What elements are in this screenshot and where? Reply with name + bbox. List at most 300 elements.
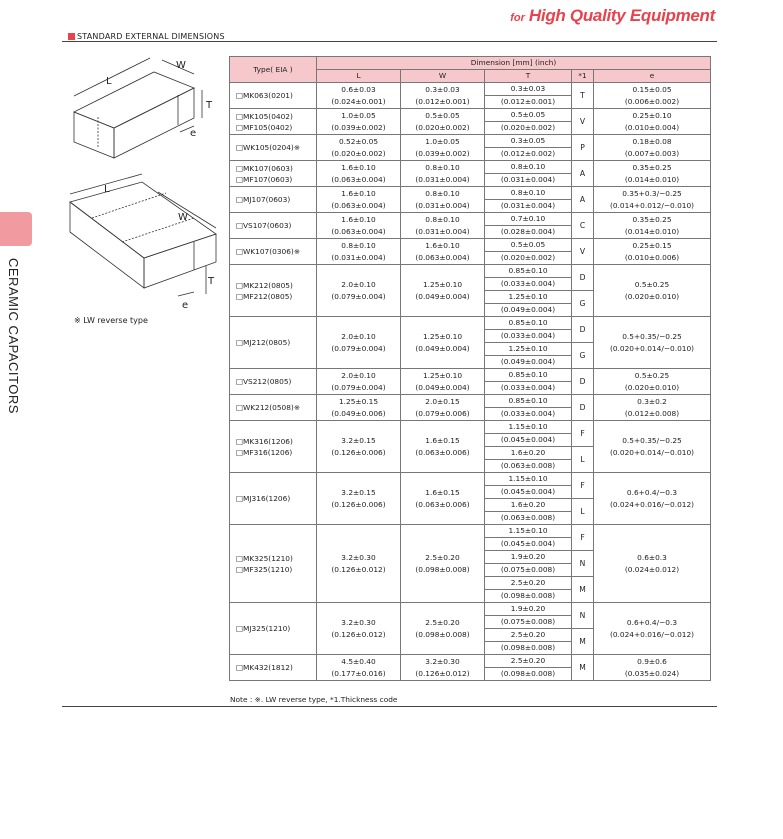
- e-cell-line: (0.006±0.002): [624, 96, 680, 106]
- thickness-code-cell-line: F: [580, 480, 585, 490]
- thickness-code-cell: [572, 551, 594, 577]
- w-cell-line: 0.5±0.05: [425, 110, 460, 120]
- type-cell: [230, 213, 317, 239]
- thickness-code-cell-line: V: [579, 246, 586, 256]
- l-cell-line: (0.024±0.001): [331, 96, 386, 106]
- thickness-code-cell-line: N: [579, 558, 586, 568]
- top-rule: [62, 41, 717, 42]
- e-cell-line: (0.020±0.010): [624, 291, 680, 301]
- l-cell-line: (0.079±0.004): [331, 343, 386, 353]
- l-cell: [317, 525, 401, 603]
- t-cell-line: 0.85±0.10: [508, 396, 548, 405]
- t-cell-line: 0.85±0.10: [508, 266, 548, 275]
- t-cell-line: (0.020±0.002): [500, 253, 556, 262]
- t-cell: [485, 135, 572, 148]
- thickness-code-cell-line: T: [580, 90, 585, 100]
- e-cell-line: 0.5+0.35/−0.25: [622, 435, 682, 445]
- e-cell-line: 0.6+0.4/−0.3: [626, 487, 678, 497]
- type-cell: [230, 473, 317, 525]
- thickness-code-cell: [572, 577, 594, 603]
- table-row: [230, 317, 711, 330]
- w-cell: [401, 655, 485, 681]
- type-cell: [230, 187, 317, 213]
- t-cell-line: 2.5±0.20: [510, 578, 546, 587]
- t-cell: [485, 226, 572, 239]
- type-cell-line: □MK212(0805): [236, 280, 293, 290]
- e-cell-line: (0.020+0.014/−0.010): [609, 447, 695, 457]
- t-cell-line: (0.031±0.004): [500, 201, 556, 210]
- t-cell: [485, 499, 572, 512]
- thickness-code-cell-line: G: [579, 350, 586, 360]
- l-cell-line: (0.126±0.006): [331, 447, 386, 457]
- e-cell-line: (0.014±0.010): [624, 174, 680, 184]
- l-cell-line: (0.063±0.004): [331, 174, 386, 184]
- thickness-code-cell: [572, 603, 594, 629]
- e-cell-line: (0.024+0.016/−0.012): [609, 629, 695, 639]
- thickness-code-cell: [572, 265, 594, 291]
- l-cell: [317, 473, 401, 525]
- l-cell-line: 3.2±0.30: [341, 552, 376, 562]
- t-cell-line: 0.3±0.03: [510, 84, 546, 93]
- e-cell: [594, 135, 711, 161]
- table-row: [230, 213, 711, 226]
- t-cell-line: (0.049±0.004): [500, 305, 556, 314]
- t-cell: [485, 213, 572, 226]
- t-cell-line: 0.8±0.10: [510, 162, 546, 171]
- e-cell-line: (0.010±0.006): [624, 252, 680, 262]
- t-cell: [485, 447, 572, 460]
- thickness-code-cell-line: P: [580, 142, 585, 152]
- t-cell: [485, 369, 572, 382]
- t-cell-line: (0.012±0.002): [500, 149, 556, 158]
- l-cell: [317, 317, 401, 369]
- l-cell: [317, 265, 401, 317]
- e-cell-line: 0.5±0.25: [634, 370, 670, 380]
- w-cell-line: 3.2±0.30: [425, 656, 460, 666]
- t-cell-line: (0.098±0.008): [500, 643, 556, 652]
- w-cell-line: (0.039±0.002): [415, 148, 470, 158]
- w-cell: [401, 239, 485, 265]
- l-cell-line: (0.063±0.004): [331, 226, 386, 236]
- e-cell: [594, 473, 711, 525]
- t-cell: [485, 304, 572, 317]
- t-cell: [485, 642, 572, 655]
- t-cell: [485, 382, 572, 395]
- thickness-code-cell-line: M: [579, 636, 586, 646]
- thickness-code-cell: [572, 291, 594, 317]
- e-cell-line: (0.014+0.012/−0.010): [609, 200, 695, 210]
- table-row: [230, 239, 711, 252]
- table-row: [230, 369, 711, 382]
- type-cell-line: □MK325(1210): [236, 553, 293, 563]
- col-header-code: *1: [572, 70, 594, 83]
- t-cell: [485, 421, 572, 434]
- t-cell-line: (0.098±0.008): [500, 591, 556, 600]
- thickness-code-cell: [572, 473, 594, 499]
- thickness-code-cell-line: D: [579, 376, 586, 386]
- t-cell-line: (0.045±0.004): [500, 487, 556, 496]
- w-cell: [401, 369, 485, 395]
- thickness-code-cell: [572, 421, 594, 447]
- table-row: [230, 525, 711, 538]
- t-cell-line: (0.033±0.004): [500, 383, 556, 392]
- type-cell-line: □WK107(0306)※: [236, 247, 301, 256]
- w-cell: [401, 109, 485, 135]
- l-cell-line: (0.126±0.012): [331, 629, 386, 639]
- t-cell: [485, 655, 572, 668]
- e-cell-line: 0.18±0.08: [632, 136, 672, 146]
- thickness-code-cell: [572, 655, 594, 681]
- w-cell-line: 1.0±0.05: [425, 136, 460, 146]
- type-cell: [230, 161, 317, 187]
- e-cell: [594, 265, 711, 317]
- thickness-code-cell: [572, 83, 594, 109]
- w-cell-line: (0.063±0.006): [415, 499, 470, 509]
- t-cell-line: 0.5±0.05: [510, 110, 546, 119]
- t-cell: [485, 148, 572, 161]
- t-cell-line: (0.012±0.001): [500, 97, 556, 106]
- e-cell: [594, 187, 711, 213]
- thickness-code-cell-line: M: [579, 584, 586, 594]
- type-cell-line: □MJ316(1206): [236, 494, 291, 503]
- w-cell-line: (0.098±0.008): [415, 629, 470, 639]
- t-cell: [485, 538, 572, 551]
- e-cell: [594, 213, 711, 239]
- e-cell: [594, 603, 711, 655]
- t-cell: [485, 460, 572, 473]
- type-cell-line: □MK107(0603): [236, 163, 293, 173]
- w-cell-line: (0.031±0.004): [415, 174, 470, 184]
- t-cell-line: (0.031±0.004): [500, 175, 556, 184]
- dimension-diagram: [62, 52, 222, 314]
- thickness-code-cell: [572, 525, 594, 551]
- w-cell: [401, 135, 485, 161]
- e-cell-line: (0.014±0.010): [624, 226, 680, 236]
- thickness-code-cell: [572, 447, 594, 473]
- dimension-header: Dimension [mm] (inch): [317, 57, 711, 70]
- w-cell-line: 1.6±0.15: [425, 487, 460, 497]
- t-cell: [485, 356, 572, 369]
- w-cell-line: (0.049±0.004): [415, 382, 470, 392]
- thickness-code-cell: [572, 629, 594, 655]
- w-cell-line: 1.6±0.15: [425, 435, 460, 445]
- t-cell-line: 1.6±0.20: [510, 448, 546, 457]
- t-cell: [485, 317, 572, 330]
- table-row: [230, 655, 711, 668]
- t-cell-line: 0.85±0.10: [508, 370, 548, 379]
- w-cell: [401, 421, 485, 473]
- t-cell: [485, 603, 572, 616]
- type-cell: [230, 525, 317, 603]
- bottom-rule: [62, 706, 717, 707]
- t-cell-line: (0.033±0.004): [500, 279, 556, 288]
- t-cell: [485, 616, 572, 629]
- col-header-e: e: [594, 70, 711, 83]
- t-cell-line: (0.033±0.004): [500, 331, 556, 340]
- w-cell-line: 0.8±0.10: [425, 214, 460, 224]
- t-cell-line: 0.85±0.10: [508, 318, 548, 327]
- l-cell-line: 0.8±0.10: [341, 240, 376, 250]
- thickness-code-cell-line: D: [579, 324, 586, 334]
- t-cell-line: (0.045±0.004): [500, 435, 556, 444]
- diagram-label-l2: L: [104, 184, 110, 195]
- thickness-code-cell-line: L: [580, 454, 585, 464]
- type-cell: [230, 109, 317, 135]
- t-cell: [485, 473, 572, 486]
- e-cell-line: 0.5+0.35/−0.25: [622, 331, 682, 341]
- w-cell-line: 1.25±0.10: [422, 370, 463, 380]
- l-cell-line: (0.020±0.002): [331, 148, 386, 158]
- l-cell-line: 3.2±0.30: [341, 617, 376, 627]
- e-cell-line: 0.35±0.25: [632, 162, 672, 172]
- thickness-code-cell-line: F: [580, 532, 585, 542]
- l-cell-line: 4.5±0.40: [341, 656, 376, 666]
- w-cell-line: 2.5±0.20: [425, 617, 460, 627]
- thickness-code-cell-line: F: [580, 428, 585, 438]
- side-tab: [0, 212, 32, 246]
- type-cell-line: □MJ212(0805): [236, 338, 291, 347]
- t-cell: [485, 200, 572, 213]
- t-cell: [485, 343, 572, 356]
- type-header: Type( EIA ): [230, 57, 317, 83]
- type-cell: [230, 135, 317, 161]
- thickness-code-cell-line: L: [580, 506, 585, 516]
- side-label: CERAMIC CAPACITORS: [6, 258, 21, 414]
- e-cell: [594, 525, 711, 603]
- thickness-code-cell-line: C: [579, 220, 586, 230]
- w-cell: [401, 525, 485, 603]
- t-cell-line: (0.063±0.008): [500, 513, 556, 522]
- t-cell-line: 1.6±0.20: [510, 500, 546, 509]
- l-cell: [317, 213, 401, 239]
- type-cell: [230, 265, 317, 317]
- type-cell-line: □MK105(0402): [236, 111, 293, 121]
- w-cell-line: (0.063±0.004): [415, 252, 470, 262]
- e-cell: [594, 109, 711, 135]
- w-cell-line: 0.3±0.03: [425, 84, 460, 94]
- w-cell-line: 0.8±0.10: [425, 188, 460, 198]
- t-cell-line: (0.045±0.004): [500, 539, 556, 548]
- footnote: Note : ※. LW reverse type, *1.Thickness code: [230, 695, 398, 704]
- e-cell-line: 0.5±0.25: [634, 279, 670, 289]
- table-row: [230, 395, 711, 408]
- type-cell-line: □MF325(1210): [236, 564, 293, 574]
- type-cell: [230, 83, 317, 109]
- table-body: [230, 83, 711, 681]
- type-cell: [230, 395, 317, 421]
- w-cell-line: (0.079±0.006): [415, 408, 470, 418]
- table-row: [230, 603, 711, 616]
- thickness-code-cell: [572, 395, 594, 421]
- l-cell-line: (0.126±0.006): [331, 499, 386, 509]
- type-cell: [230, 421, 317, 473]
- t-cell-line: (0.020±0.002): [500, 123, 556, 132]
- table-row: [230, 109, 711, 122]
- type-cell-line: □VS212(0805): [236, 377, 292, 386]
- thickness-code-cell-line: A: [579, 194, 586, 204]
- w-cell: [401, 473, 485, 525]
- t-cell: [485, 291, 572, 304]
- thickness-code-cell: [572, 135, 594, 161]
- brand-title: High Quality Equipment: [528, 6, 715, 25]
- t-cell: [485, 330, 572, 343]
- e-cell-line: (0.010±0.004): [624, 122, 680, 132]
- e-cell: [594, 83, 711, 109]
- w-cell-line: 1.6±0.10: [425, 240, 460, 250]
- l-cell-line: 1.0±0.05: [341, 110, 376, 120]
- t-cell: [485, 83, 572, 96]
- e-cell: [594, 239, 711, 265]
- w-cell-line: (0.031±0.004): [415, 226, 470, 236]
- thickness-code-cell: [572, 213, 594, 239]
- w-cell: [401, 395, 485, 421]
- l-cell-line: 3.2±0.15: [341, 487, 376, 497]
- diagram-label-t2: T: [208, 276, 215, 287]
- e-cell-line: (0.020+0.014/−0.010): [609, 343, 695, 353]
- t-cell: [485, 512, 572, 525]
- section-title: [68, 32, 225, 41]
- t-cell-line: (0.075±0.008): [500, 565, 556, 574]
- t-cell-line: 1.9±0.20: [510, 552, 546, 561]
- e-cell-line: 0.35+0.3/−0.25: [622, 188, 682, 198]
- t-cell: [485, 96, 572, 109]
- w-cell-line: (0.049±0.004): [415, 291, 470, 301]
- w-cell: [401, 265, 485, 317]
- t-cell-line: 1.15±0.10: [508, 474, 548, 483]
- t-cell-line: (0.028±0.004): [500, 227, 556, 236]
- e-cell-line: 0.9±0.6: [637, 656, 667, 666]
- t-cell-line: 1.25±0.10: [508, 292, 548, 301]
- diagram-label-e2: e: [182, 300, 189, 311]
- t-cell: [485, 577, 572, 590]
- thickness-code-cell: [572, 317, 594, 343]
- l-cell: [317, 83, 401, 109]
- diagram-note: ※ LW reverse type: [74, 316, 148, 325]
- e-cell-line: 0.25±0.10: [632, 110, 672, 120]
- type-cell-line: □MF212(0805): [236, 291, 293, 301]
- table-row: [230, 265, 711, 278]
- t-cell: [485, 395, 572, 408]
- t-cell-line: 0.3±0.05: [510, 136, 546, 145]
- t-cell-line: (0.033±0.004): [500, 409, 556, 418]
- l-cell-line: (0.031±0.004): [331, 252, 386, 262]
- diagram-label-l1: L: [106, 76, 112, 87]
- t-cell: [485, 668, 572, 681]
- w-cell-line: 2.0±0.15: [425, 396, 460, 406]
- l-cell-line: (0.063±0.004): [331, 200, 386, 210]
- diagram-label-w2: W: [178, 212, 188, 223]
- t-cell-line: 1.15±0.10: [508, 526, 548, 535]
- l-cell-line: (0.049±0.006): [331, 408, 386, 418]
- t-cell-line: 0.7±0.10: [510, 214, 546, 223]
- t-cell-line: 0.5±0.05: [510, 240, 546, 249]
- table-row: [230, 83, 711, 96]
- l-cell-line: (0.079±0.004): [331, 382, 386, 392]
- e-cell-line: (0.012±0.008): [624, 408, 680, 418]
- e-cell-line: 0.6±0.3: [637, 552, 667, 562]
- type-cell-line: □MF107(0603): [236, 174, 293, 184]
- type-cell-line: □WK212(0508)※: [236, 403, 301, 412]
- t-cell: [485, 265, 572, 278]
- table-row: [230, 473, 711, 486]
- t-cell-line: (0.098±0.008): [500, 669, 556, 678]
- t-cell: [485, 174, 572, 187]
- dimensions-table: [229, 56, 711, 681]
- t-cell: [485, 408, 572, 421]
- t-cell: [485, 122, 572, 135]
- t-cell-line: 2.5±0.20: [510, 630, 546, 639]
- t-cell-line: (0.075±0.008): [500, 617, 556, 626]
- e-cell-line: (0.020±0.010): [624, 382, 680, 392]
- w-cell-line: 0.8±0.10: [425, 162, 460, 172]
- e-cell-line: (0.024+0.016/−0.012): [609, 499, 695, 509]
- type-cell: [230, 239, 317, 265]
- l-cell-line: (0.126±0.012): [331, 564, 386, 574]
- type-cell: [230, 603, 317, 655]
- thickness-code-cell-line: D: [579, 402, 586, 412]
- type-cell-line: □MK063(0201): [236, 91, 293, 100]
- w-cell-line: 1.25±0.10: [422, 331, 463, 341]
- w-cell: [401, 161, 485, 187]
- l-cell-line: (0.177±0.016): [331, 668, 386, 678]
- t-cell: [485, 161, 572, 174]
- type-cell-line: □MJ107(0603): [236, 195, 291, 204]
- e-cell-line: (0.035±0.024): [624, 668, 680, 678]
- thickness-code-cell-line: A: [579, 168, 586, 178]
- l-cell-line: 2.0±0.10: [341, 279, 376, 289]
- t-cell: [485, 239, 572, 252]
- thickness-code-cell: [572, 161, 594, 187]
- t-cell-line: 2.5±0.20: [510, 656, 546, 665]
- t-cell: [485, 629, 572, 642]
- brand-tagline: [510, 6, 715, 26]
- w-cell-line: 1.25±0.10: [422, 279, 463, 289]
- t-cell: [485, 187, 572, 200]
- l-cell: [317, 603, 401, 655]
- thickness-code-cell-line: D: [579, 272, 586, 282]
- thickness-code-cell: [572, 187, 594, 213]
- col-header-l: L: [317, 70, 401, 83]
- w-cell-line: 2.5±0.20: [425, 552, 460, 562]
- e-cell: [594, 161, 711, 187]
- l-cell: [317, 239, 401, 265]
- col-header-w: W: [401, 70, 485, 83]
- e-cell: [594, 655, 711, 681]
- thickness-code-cell: [572, 239, 594, 265]
- l-cell: [317, 655, 401, 681]
- l-cell-line: 0.6±0.03: [341, 84, 376, 94]
- t-cell: [485, 551, 572, 564]
- w-cell-line: (0.049±0.004): [415, 343, 470, 353]
- e-cell-line: 0.3±0.2: [637, 396, 667, 406]
- t-cell-line: 1.9±0.20: [510, 604, 546, 613]
- diagram-label-e1: e: [190, 128, 197, 139]
- type-cell: [230, 369, 317, 395]
- l-cell: [317, 395, 401, 421]
- thickness-code-cell-line: G: [579, 298, 586, 308]
- table-row: [230, 135, 711, 148]
- l-cell: [317, 135, 401, 161]
- type-cell-line: □VS107(0603): [236, 221, 292, 230]
- l-cell-line: 1.6±0.10: [341, 162, 376, 172]
- e-cell: [594, 395, 711, 421]
- t-cell-line: (0.049±0.004): [500, 357, 556, 366]
- l-cell: [317, 369, 401, 395]
- l-cell: [317, 421, 401, 473]
- type-cell-line: □MF105(0402): [236, 122, 293, 132]
- l-cell: [317, 109, 401, 135]
- thickness-code-cell-line: N: [579, 610, 586, 620]
